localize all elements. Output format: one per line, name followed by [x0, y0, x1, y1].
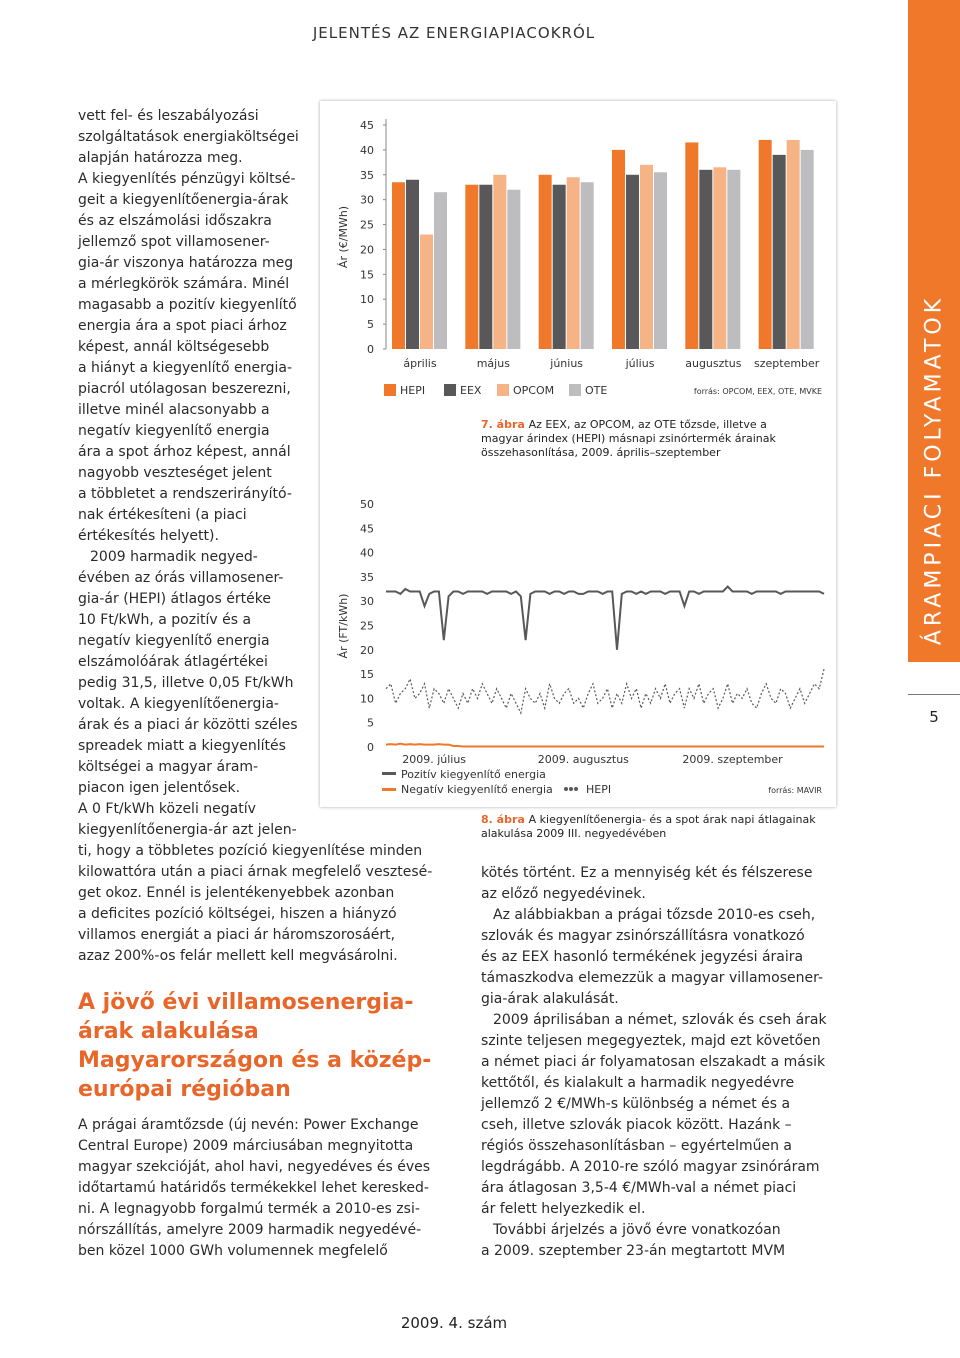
- y-tick-label: 5: [367, 318, 374, 332]
- paragraph-line: a deficites pozíció költségei, hiszen a hiányzó: [78, 906, 397, 922]
- page-number: 5: [929, 708, 939, 726]
- paragraph-line: cseh, illetve szlovák piacok között. Hazánk –: [481, 1117, 792, 1133]
- chart-source: forrás: OPCOM, EEX, OTE, MVKE: [693, 387, 822, 396]
- paragraph-line: a többletet a rendszerirányító-: [78, 486, 292, 502]
- legend-label: HEPI: [586, 783, 612, 796]
- bar-opcom-augusztus: [713, 167, 726, 349]
- paragraph-line: ár felett helyezkedik el.: [481, 1201, 646, 1217]
- paragraph-line: nórszállítás, amelyre 2009 harmadik negyedévé-: [78, 1222, 422, 1238]
- caption-text: A kiegyenlítőenergia- és a spot árak napi átlagainak: [528, 813, 816, 826]
- legend-label: Pozitív kiegyenlítő energia: [401, 768, 546, 781]
- legend-swatch-ote: [569, 384, 581, 396]
- paragraph-line: képest, annál költségesebb: [78, 339, 270, 355]
- bar-hepi-július: [612, 150, 625, 349]
- section-heading: [78, 988, 431, 1104]
- legend-label: OPCOM: [513, 384, 555, 397]
- paragraph-line: Central Europe) 2009 márciusában megnyitotta: [78, 1138, 414, 1154]
- bar-hepi-augusztus: [685, 142, 698, 349]
- paragraph-line: ni. A legnagyobb forgalmú termék a 2010-es zsi-: [78, 1201, 420, 1217]
- y-tick-label: 45: [360, 119, 374, 132]
- legend-swatch-eex: [444, 384, 456, 396]
- bar-ote-június: [581, 182, 594, 349]
- paragraph-line: magyar szekcióját, ahol havi, negyedéves és éves: [78, 1159, 431, 1175]
- page-number-rule: [908, 694, 960, 695]
- paragraph-line: magasabb a pozitív kiegyenlítő: [78, 297, 297, 313]
- legend-label: Negatív kiegyenlítő energia: [401, 783, 553, 796]
- x-category-label: szeptember: [754, 357, 820, 370]
- y-tick-label: 30: [360, 193, 374, 207]
- paragraph-line: ben közel 1000 GWh volumennek megfelelő: [78, 1243, 388, 1259]
- paragraph-line: A kiegyenlítés pénzügyi költsé-: [78, 171, 296, 187]
- y-tick-label: 35: [360, 570, 374, 584]
- y-tick-label: 50: [360, 498, 374, 511]
- paragraph-line: költségei a magyar áram-: [78, 759, 259, 775]
- y-axis-title: Ár (FT/kWh): [337, 593, 350, 659]
- legend-swatch-opcom: [497, 384, 509, 396]
- x-tick-label: 2009. szeptember: [682, 753, 783, 766]
- paragraph-line: szolgáltatások energiaköltségei: [78, 129, 299, 145]
- y-axis-title: Ár (€/MWh): [337, 205, 350, 269]
- y-tick-label: 35: [360, 168, 374, 182]
- paragraph-line: 10 Ft/kWh, a pozitív és a: [78, 612, 252, 628]
- paragraph-line: alapján határozza meg.: [78, 150, 243, 166]
- paragraph-line: és az elszámolási időszakra: [78, 213, 272, 229]
- series-line-pozitiv: [386, 587, 824, 650]
- paragraph-line: és az EEX hasonló termékének jegyzési áraira: [481, 949, 804, 965]
- paragraph-line: az előző negyedévinek.: [481, 886, 646, 902]
- bar-ote-május: [507, 190, 520, 349]
- legend-label: OTE: [585, 384, 608, 397]
- series-line-negativ: [386, 744, 824, 747]
- paragraph-line: energia ára a spot piaci árhoz: [78, 318, 287, 334]
- paragraph-line: elszámolóárak átlagértékei: [78, 654, 268, 670]
- bar-eex-április: [406, 180, 419, 349]
- y-tick-label: 20: [360, 643, 374, 657]
- figure-8-caption: [481, 813, 816, 841]
- bar-eex-augusztus: [699, 170, 712, 349]
- paragraph-line: get okoz. Ennél is jelentékenyebbek azonban: [78, 885, 395, 901]
- series-line-hepi: [386, 669, 824, 713]
- bar-eex-július: [626, 175, 639, 349]
- bar-hepi-június: [539, 175, 552, 349]
- heading-line: európai régióban: [78, 1077, 291, 1102]
- paragraph-line: szinte teljesen megegyeztek, majd ezt követően: [481, 1033, 821, 1049]
- bar-opcom-június: [567, 177, 580, 349]
- legend-label: HEPI: [400, 384, 426, 397]
- bar-eex-május: [479, 185, 492, 349]
- paragraph-line: kettőtől, és kialakult a harmadik negyedévre: [481, 1075, 795, 1091]
- y-tick-label: 5: [367, 716, 374, 730]
- paragraph-line: Az alábbiakban a prágai tőzsde 2010-es cseh,: [493, 907, 816, 923]
- heading-line: A jövő évi villamosenergia-: [78, 990, 414, 1015]
- legend-label: EEX: [460, 384, 482, 397]
- paragraph-line: gia-ár (HEPI) átlagos értéke: [78, 591, 271, 607]
- legend-swatch-negativ: [382, 788, 396, 791]
- y-tick-label: 25: [360, 218, 374, 232]
- bar-hepi-április: [392, 182, 405, 349]
- y-tick-label: 15: [360, 668, 374, 682]
- section-title: ÁRAMPIACI FOLYAMATOK: [921, 294, 947, 646]
- bar-opcom-április: [420, 235, 433, 349]
- caption-text: magyar árindex (HEPI) másnapi zsinórtermék árainak: [481, 432, 776, 445]
- y-tick-label: 40: [360, 546, 374, 560]
- bar-ote-augusztus: [727, 170, 740, 349]
- legend-swatch-hepi-dot: [574, 787, 578, 791]
- x-tick-label: 2009. július: [402, 753, 467, 766]
- bar-opcom-szeptember: [787, 140, 800, 349]
- paragraph-line: voltak. A kiegyenlítőenergia-: [78, 696, 279, 712]
- y-tick-label: 10: [360, 692, 374, 706]
- paragraph-line: negatív kiegyenlítő energia: [78, 423, 270, 439]
- y-tick-label: 0: [367, 343, 374, 356]
- bar-ote-szeptember: [801, 150, 814, 349]
- paragraph-line: villamos energiát a piaci ár háromszorosáért,: [78, 927, 396, 943]
- x-category-label: június: [550, 357, 584, 370]
- paragraph-line: geit a kiegyenlítőenergia-árak: [78, 192, 289, 208]
- paragraph-line: régiós összehasonlításban – egyértelműen a: [481, 1138, 793, 1154]
- issue-footer: 2009. 4. szám: [400, 1314, 508, 1332]
- paragraph-line: ára a spot árhoz képest, annál: [78, 444, 291, 460]
- paragraph-line: piacon igen jelentősek.: [78, 780, 241, 796]
- y-tick-label: 20: [360, 243, 374, 257]
- paragraph-line: kilowattóra után a piaci árnak megfelelő vesztesé-: [78, 864, 433, 880]
- caption-text: alakulása 2009 III. negyedévében: [481, 827, 667, 840]
- paragraph-line: jellemző 2 €/MWh-s különbség a német és a: [481, 1096, 791, 1112]
- right-bottom-text: [481, 863, 827, 1262]
- paragraph-line: időtartamú határidős termékekkel lehet keresked-: [78, 1180, 429, 1196]
- paragraph-line: nagyobb veszteséget jelent: [78, 465, 272, 481]
- paragraph-line: ára átlagosan 3,5-4 €/MWh-val a német piaci: [481, 1180, 797, 1196]
- paragraph-line: értékesítés helyett).: [78, 528, 219, 544]
- paragraph-line: 2009 áprilisában a német, szlovák és cseh árak: [493, 1012, 827, 1028]
- x-category-label: július: [625, 357, 655, 370]
- paragraph-line: a hiányt a kiegyenlítő energia-: [78, 360, 293, 376]
- paragraph-line: a mérlegkörök számára. Minél: [78, 276, 290, 292]
- x-category-label: április: [403, 357, 437, 370]
- paragraph-line: legdrágább. A 2010-re szóló magyar zsinóráram: [481, 1159, 820, 1175]
- paragraph-line: a 2009. szeptember 23-án megtartott MVM: [481, 1243, 786, 1259]
- paragraph-line: azaz 200%-os felár mellett kell megvásárolni.: [78, 948, 398, 964]
- y-tick-label: 10: [360, 293, 374, 307]
- y-tick-label: 40: [360, 143, 374, 157]
- paragraph-line: gia-ár viszonya határozza meg: [78, 255, 294, 271]
- bar-opcom-július: [640, 165, 653, 349]
- paragraph-line: A 0 Ft/kWh közeli negatív: [78, 801, 256, 817]
- bar-eex-június: [553, 185, 566, 349]
- x-category-label: május: [476, 357, 510, 370]
- y-tick-label: 0: [367, 741, 374, 754]
- paragraph-line: kötés történt. Ez a mennyiség két és félszerese: [481, 865, 813, 881]
- running-header: JELENTÉS AZ ENERGIAPIACOKRÓL: [312, 24, 596, 42]
- legend-swatch-pozitiv: [382, 772, 396, 775]
- left-bottom-text: [78, 1115, 430, 1262]
- paragraph-line: árak és a piaci ár közötti széles: [78, 717, 298, 733]
- paragraph-line: illetve minél alacsonyabb a: [78, 402, 270, 418]
- paragraph-line: évében az órás villamosener-: [78, 570, 284, 586]
- paragraph-line: jellemző spot villamosener-: [78, 234, 270, 250]
- y-tick-label: 15: [360, 268, 374, 282]
- bar-eex-szeptember: [773, 155, 786, 349]
- paragraph-line: gia-árak alakulását.: [481, 991, 619, 1007]
- figure-number: 7. ábra: [481, 418, 529, 431]
- paragraph-line: A prágai áramtőzsde (új nevén: Power Exchange: [78, 1117, 419, 1133]
- paragraph-line: támaszkodva elemezzük a magyar villamosener-: [481, 970, 824, 986]
- paragraph-line: nak értékesíteni (a piaci: [78, 507, 247, 523]
- y-tick-label: 45: [360, 522, 374, 536]
- figure-number: 8. ábra: [481, 813, 529, 826]
- paragraph-line: piacról utólagosan beszerezni,: [78, 381, 291, 397]
- paragraph-line: További árjelzés a jövő évre vonatkozóan: [493, 1222, 781, 1238]
- heading-line: árak alakulása: [78, 1019, 259, 1044]
- paragraph-line: a német piaci ár folyamatosan elszakadt a másik: [481, 1054, 826, 1070]
- paragraph-line: kiegyenlítőenergia-ár azt jelen-: [78, 822, 297, 838]
- bar-ote-július: [654, 172, 667, 349]
- paragraph-line: ti, hogy a többletes pozíció kiegyenlítése minden: [78, 843, 423, 859]
- legend-swatch-hepi: [384, 384, 396, 396]
- legend-swatch-hepi-dot: [564, 787, 568, 791]
- paragraph-line: vett fel- és leszabályozási: [78, 108, 259, 124]
- y-tick-label: 30: [360, 595, 374, 609]
- x-category-label: augusztus: [685, 357, 742, 370]
- x-tick-label: 2009. augusztus: [537, 753, 629, 766]
- paragraph-line: szlovák és magyar zsinórszállításra vonatkozó: [481, 928, 805, 944]
- bar-ote-április: [434, 192, 447, 349]
- legend-swatch-hepi-dot: [569, 787, 573, 791]
- paragraph-line: pedig 31,5, illetve 0,05 Ft/kWh: [78, 675, 294, 691]
- paragraph-line: 2009 harmadik negyed-: [90, 549, 258, 565]
- paragraph-line: spreadek miatt a kiegyenlítés: [78, 738, 286, 754]
- bar-opcom-május: [493, 175, 506, 349]
- y-tick-label: 25: [360, 619, 374, 633]
- caption-text: összehasonlítása, 2009. április–szeptember: [481, 446, 721, 459]
- bar-hepi-május: [465, 185, 478, 349]
- paragraph-line: negatív kiegyenlítő energia: [78, 633, 270, 649]
- heading-line: Magyarországon és a közép-: [78, 1048, 432, 1073]
- figure-7-caption: [481, 418, 776, 460]
- chart-source: forrás: MAVIR: [768, 786, 822, 795]
- bar-hepi-szeptember: [759, 140, 772, 349]
- caption-text: Az EEX, az OPCOM, az OTE tőzsde, illetve a: [528, 418, 767, 431]
